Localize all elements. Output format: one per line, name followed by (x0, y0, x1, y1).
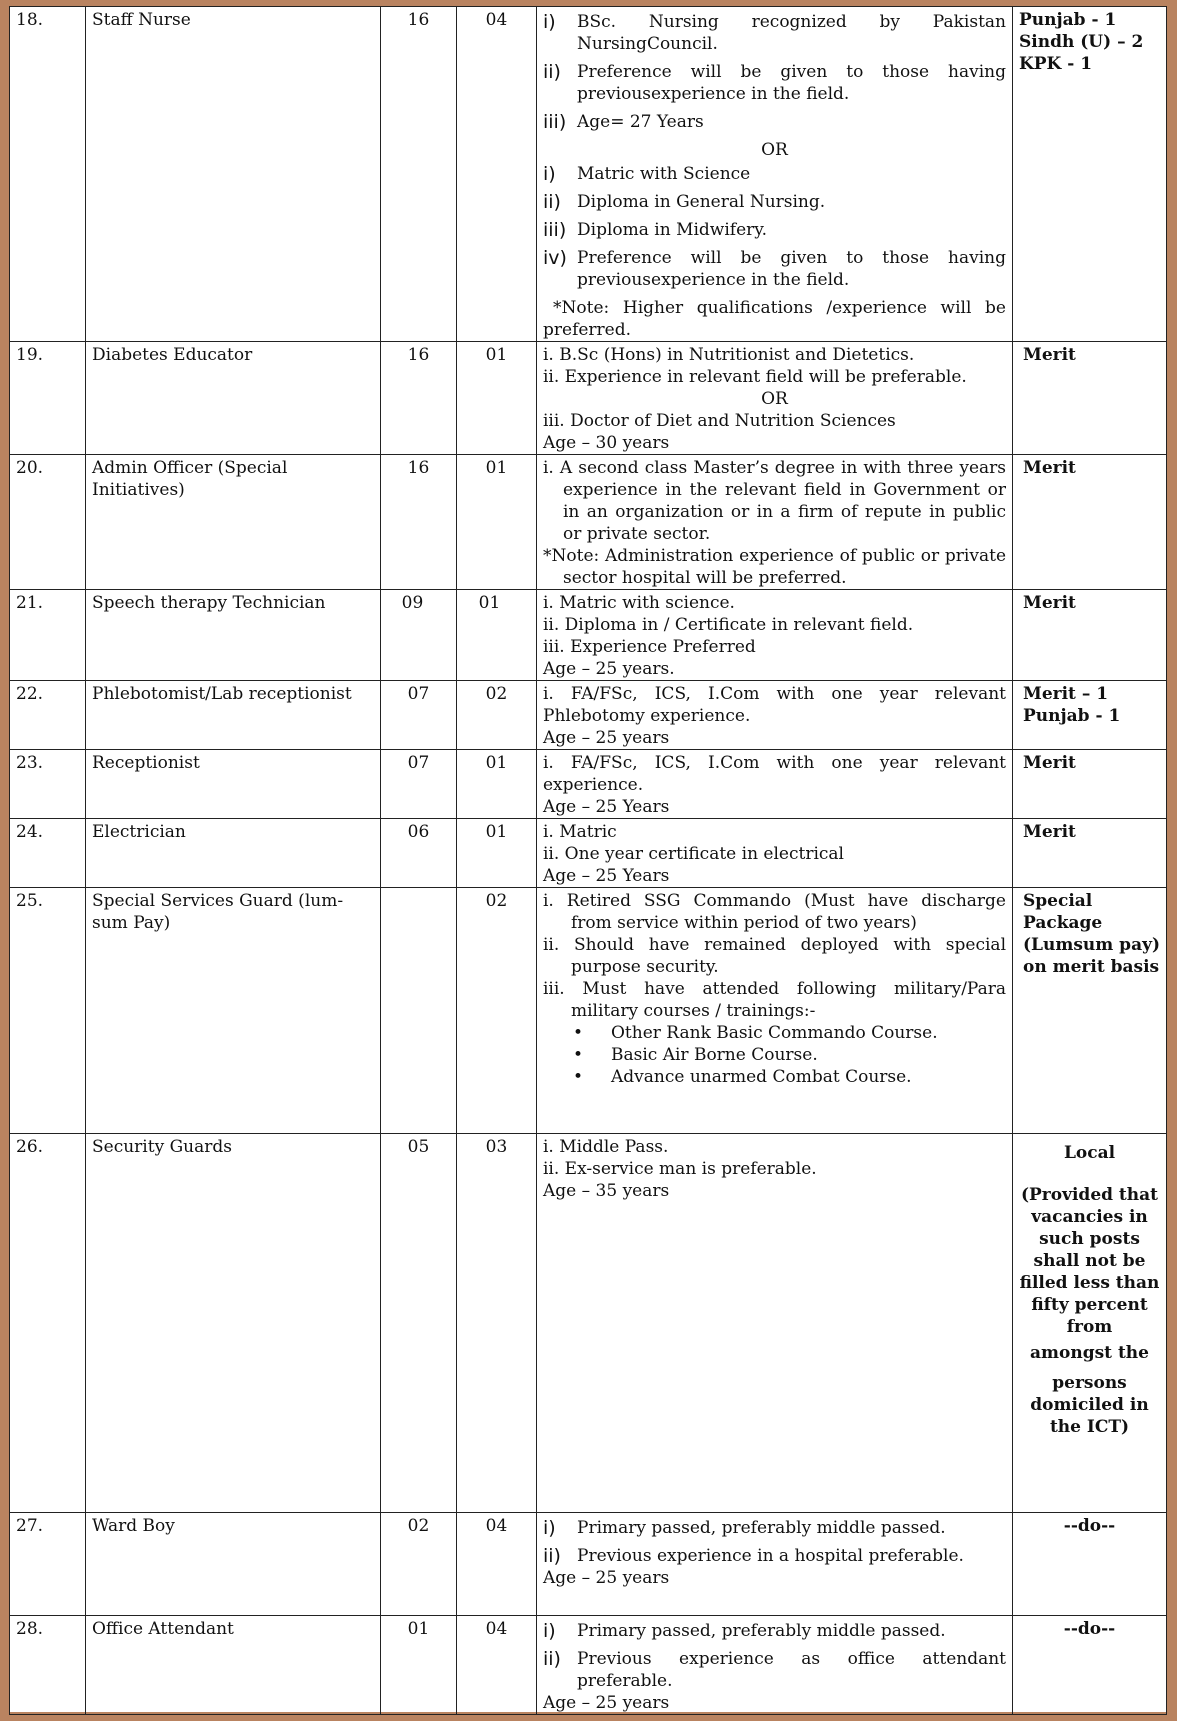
bps-scale: 16 (381, 7, 457, 342)
list-item: ii. Diploma in / Certificate in relevant field. (543, 615, 914, 635)
quota-cell (1013, 1513, 1167, 1616)
qualification-cell (537, 1616, 1013, 1715)
list-item: iii. Experience Preferred (543, 637, 756, 657)
age-limit: Age – 25 years. (543, 659, 675, 679)
quota-line: Merit (1023, 593, 1076, 613)
list-item: i) Matric with Science (543, 163, 751, 185)
list-item: ii. Should have remained deployed with special purpose security. (543, 935, 1006, 977)
age-limit: Age – 25 Years (543, 797, 670, 817)
bps-scale: 06 (381, 819, 457, 888)
post-count: 01 (457, 819, 537, 888)
quota-line: Merit – 1 (1023, 684, 1109, 704)
qualification-cell (537, 590, 1013, 681)
post-count: 01 (457, 455, 537, 590)
list-item: ii. Ex-service man is preferable. (543, 1159, 817, 1179)
list-item: i. A second class Master’s degree in with three years experience in the relevant field in Government or in an organization or in a firm of repute in public or private sector. (543, 458, 1006, 544)
quota-cell (1013, 590, 1167, 681)
list-item: i. FA/FSc, ICS, I.Com with one year relevant experience. (543, 753, 1006, 795)
list-item: iv) Preference will be given to those having previousexperience in the field. (543, 247, 1006, 290)
serial-number: 22. (10, 681, 86, 750)
serial-number: 27. (10, 1513, 86, 1616)
bullet-item: • Other Rank Basic Commando Course. (573, 1023, 938, 1043)
post-count: 04 (457, 1513, 537, 1616)
post-count: 01 (457, 590, 537, 681)
quota-line: persons domiciled in the ICT) (1030, 1373, 1149, 1437)
post-count: 01 (457, 750, 537, 819)
or-separator: OR (761, 140, 788, 160)
table-row (10, 681, 1167, 750)
list-item: i) Primary passed, preferably middle passed. (543, 1517, 946, 1539)
list-item: i. FA/FSc, ICS, I.Com with one year relevant Phlebotomy experience. (543, 684, 1006, 726)
bps-scale: 07 (381, 681, 457, 750)
list-item: ii) Previous experience in a hospital preferable. (543, 1545, 964, 1567)
post-count: 04 (457, 1616, 537, 1715)
quota-cell (1013, 681, 1167, 750)
table-row (10, 455, 1167, 590)
serial-number: 20. (10, 455, 86, 590)
note-text: *Note: Higher qualifications /experience will be preferred. (543, 298, 1006, 340)
post-count: 04 (457, 7, 537, 342)
serial-number: 26. (10, 1134, 86, 1513)
qualification-cell (537, 1134, 1013, 1513)
qualification-cell (537, 888, 1013, 1134)
post-name: Speech therapy Technician (86, 590, 381, 681)
bps-scale: 16 (381, 342, 457, 455)
table-row (10, 1513, 1167, 1616)
bps-scale: 07 (381, 750, 457, 819)
bullet-item: • Advance unarmed Combat Course. (573, 1067, 912, 1087)
quota-line: KPK - 1 (1019, 54, 1093, 74)
bps-scale (381, 888, 457, 1134)
post-count: 02 (457, 888, 537, 1134)
serial-number: 21. (10, 590, 86, 681)
quota-line: Merit (1023, 822, 1076, 842)
serial-number: 28. (10, 1616, 86, 1715)
post-name: Electrician (86, 819, 381, 888)
list-item: ii) Previous experience as office attendant preferable. (543, 1648, 1006, 1691)
bps-scale: 16 (381, 455, 457, 590)
bps-scale: 05 (381, 1134, 457, 1513)
post-name: Phlebotomist/Lab receptionist (86, 681, 381, 750)
quota-line: --do-- (1063, 1619, 1116, 1639)
serial-number: 23. (10, 750, 86, 819)
table-row (10, 7, 1167, 342)
quota-line: Punjab - 1 (1023, 706, 1121, 726)
qualification-cell (537, 819, 1013, 888)
bps-scale: 02 (381, 1513, 457, 1616)
qualification-cell (537, 342, 1013, 455)
list-item: i. Matric (543, 822, 617, 842)
qualification-cell (537, 750, 1013, 819)
table-row (10, 819, 1167, 888)
post-name: Security Guards (86, 1134, 381, 1513)
quota-line: amongst the (1030, 1343, 1149, 1363)
list-item: iii) Age= 27 Years (543, 111, 704, 133)
qualification-cell (537, 7, 1013, 342)
quota-line: Local (1063, 1143, 1116, 1163)
quota-line: Sindh (U) – 2 (1019, 32, 1144, 52)
list-item: ii. Experience in relevant field will be preferable. (543, 367, 967, 387)
list-item: i. B.Sc (Hons) in Nutritionist and Dietetics. (543, 345, 915, 365)
document-page (9, 6, 1166, 1712)
quota-cell (1013, 1616, 1167, 1715)
post-name: Receptionist (86, 750, 381, 819)
age-limit: Age – 30 years (543, 433, 670, 453)
age-limit: Age – 25 years (543, 1693, 670, 1713)
list-item: ii. One year certificate in electrical (543, 844, 844, 864)
bps-scale: 09 (381, 590, 457, 681)
table-row (10, 590, 1167, 681)
list-item: i. Middle Pass. (543, 1137, 669, 1157)
quota-line: Merit (1023, 345, 1076, 365)
list-item: i) BSc. Nursing recognized by Pakistan NursingCouncil. (543, 11, 1006, 54)
serial-number: 24. (10, 819, 86, 888)
qualification-cell (537, 681, 1013, 750)
quota-cell (1013, 342, 1167, 455)
quota-cell (1013, 750, 1167, 819)
quota-line: (Provided that vacancies in such posts shall not be filled less than fifty percent from (1019, 1185, 1160, 1337)
table-row (10, 1616, 1167, 1715)
list-item: iii) Diploma in Midwifery. (543, 219, 768, 241)
list-item: iii. Doctor of Diet and Nutrition Sciences (543, 411, 896, 431)
bullet-item: • Basic Air Borne Course. (573, 1045, 818, 1065)
post-name: Diabetes Educator (86, 342, 381, 455)
list-item: i. Matric with science. (543, 593, 735, 613)
post-name: Admin Officer (Special Initiatives) (86, 455, 381, 590)
quota-line: Punjab - 1 (1019, 10, 1117, 30)
table-row (10, 750, 1167, 819)
quota-cell (1013, 819, 1167, 888)
age-limit: Age – 25 years (543, 1568, 670, 1588)
quota-line: Special Package (Lumsum pay) on merit basis (1023, 891, 1161, 977)
list-item: i. Retired SSG Commando (Must have discharge from service within period of two years) (543, 891, 1006, 933)
qualification-cell (537, 1513, 1013, 1616)
serial-number: 19. (10, 342, 86, 455)
list-item: ii) Preference will be given to those having previousexperience in the field. (543, 61, 1006, 104)
list-item: ii) Diploma in General Nursing. (543, 191, 826, 213)
age-limit: Age – 35 years (543, 1181, 670, 1201)
serial-number: 25. (10, 888, 86, 1134)
table-row (10, 342, 1167, 455)
post-name: Office Attendant (86, 1616, 381, 1715)
post-name: Special Services Guard (lum-sum Pay) (86, 888, 381, 1134)
post-count: 03 (457, 1134, 537, 1513)
or-separator: OR (761, 389, 788, 409)
list-item: i) Primary passed, preferably middle passed. (543, 1620, 946, 1642)
post-name: Staff Nurse (86, 7, 381, 342)
note-text: *Note: Administration experience of public or private sector hospital will be preferred. (543, 546, 1006, 588)
table-row (10, 888, 1167, 1134)
serial-number: 18. (10, 7, 86, 342)
quota-line: --do-- (1063, 1516, 1116, 1536)
quota-line: Merit (1023, 458, 1076, 478)
age-limit: Age – 25 Years (543, 866, 670, 886)
post-count: 02 (457, 681, 537, 750)
bps-scale: 01 (381, 1616, 457, 1715)
post-name: Ward Boy (86, 1513, 381, 1616)
age-limit: Age – 25 years (543, 728, 670, 748)
table-row (10, 1134, 1167, 1513)
vacancy-table (9, 6, 1167, 1715)
quota-cell (1013, 7, 1167, 342)
quota-cell (1013, 1134, 1167, 1513)
post-count: 01 (457, 342, 537, 455)
qualification-cell (537, 455, 1013, 590)
list-item: iii. Must have attended following military/Para military courses / trainings:- (543, 979, 1006, 1021)
quota-cell (1013, 455, 1167, 590)
quota-line: Merit (1023, 753, 1076, 773)
quota-cell (1013, 888, 1167, 1134)
